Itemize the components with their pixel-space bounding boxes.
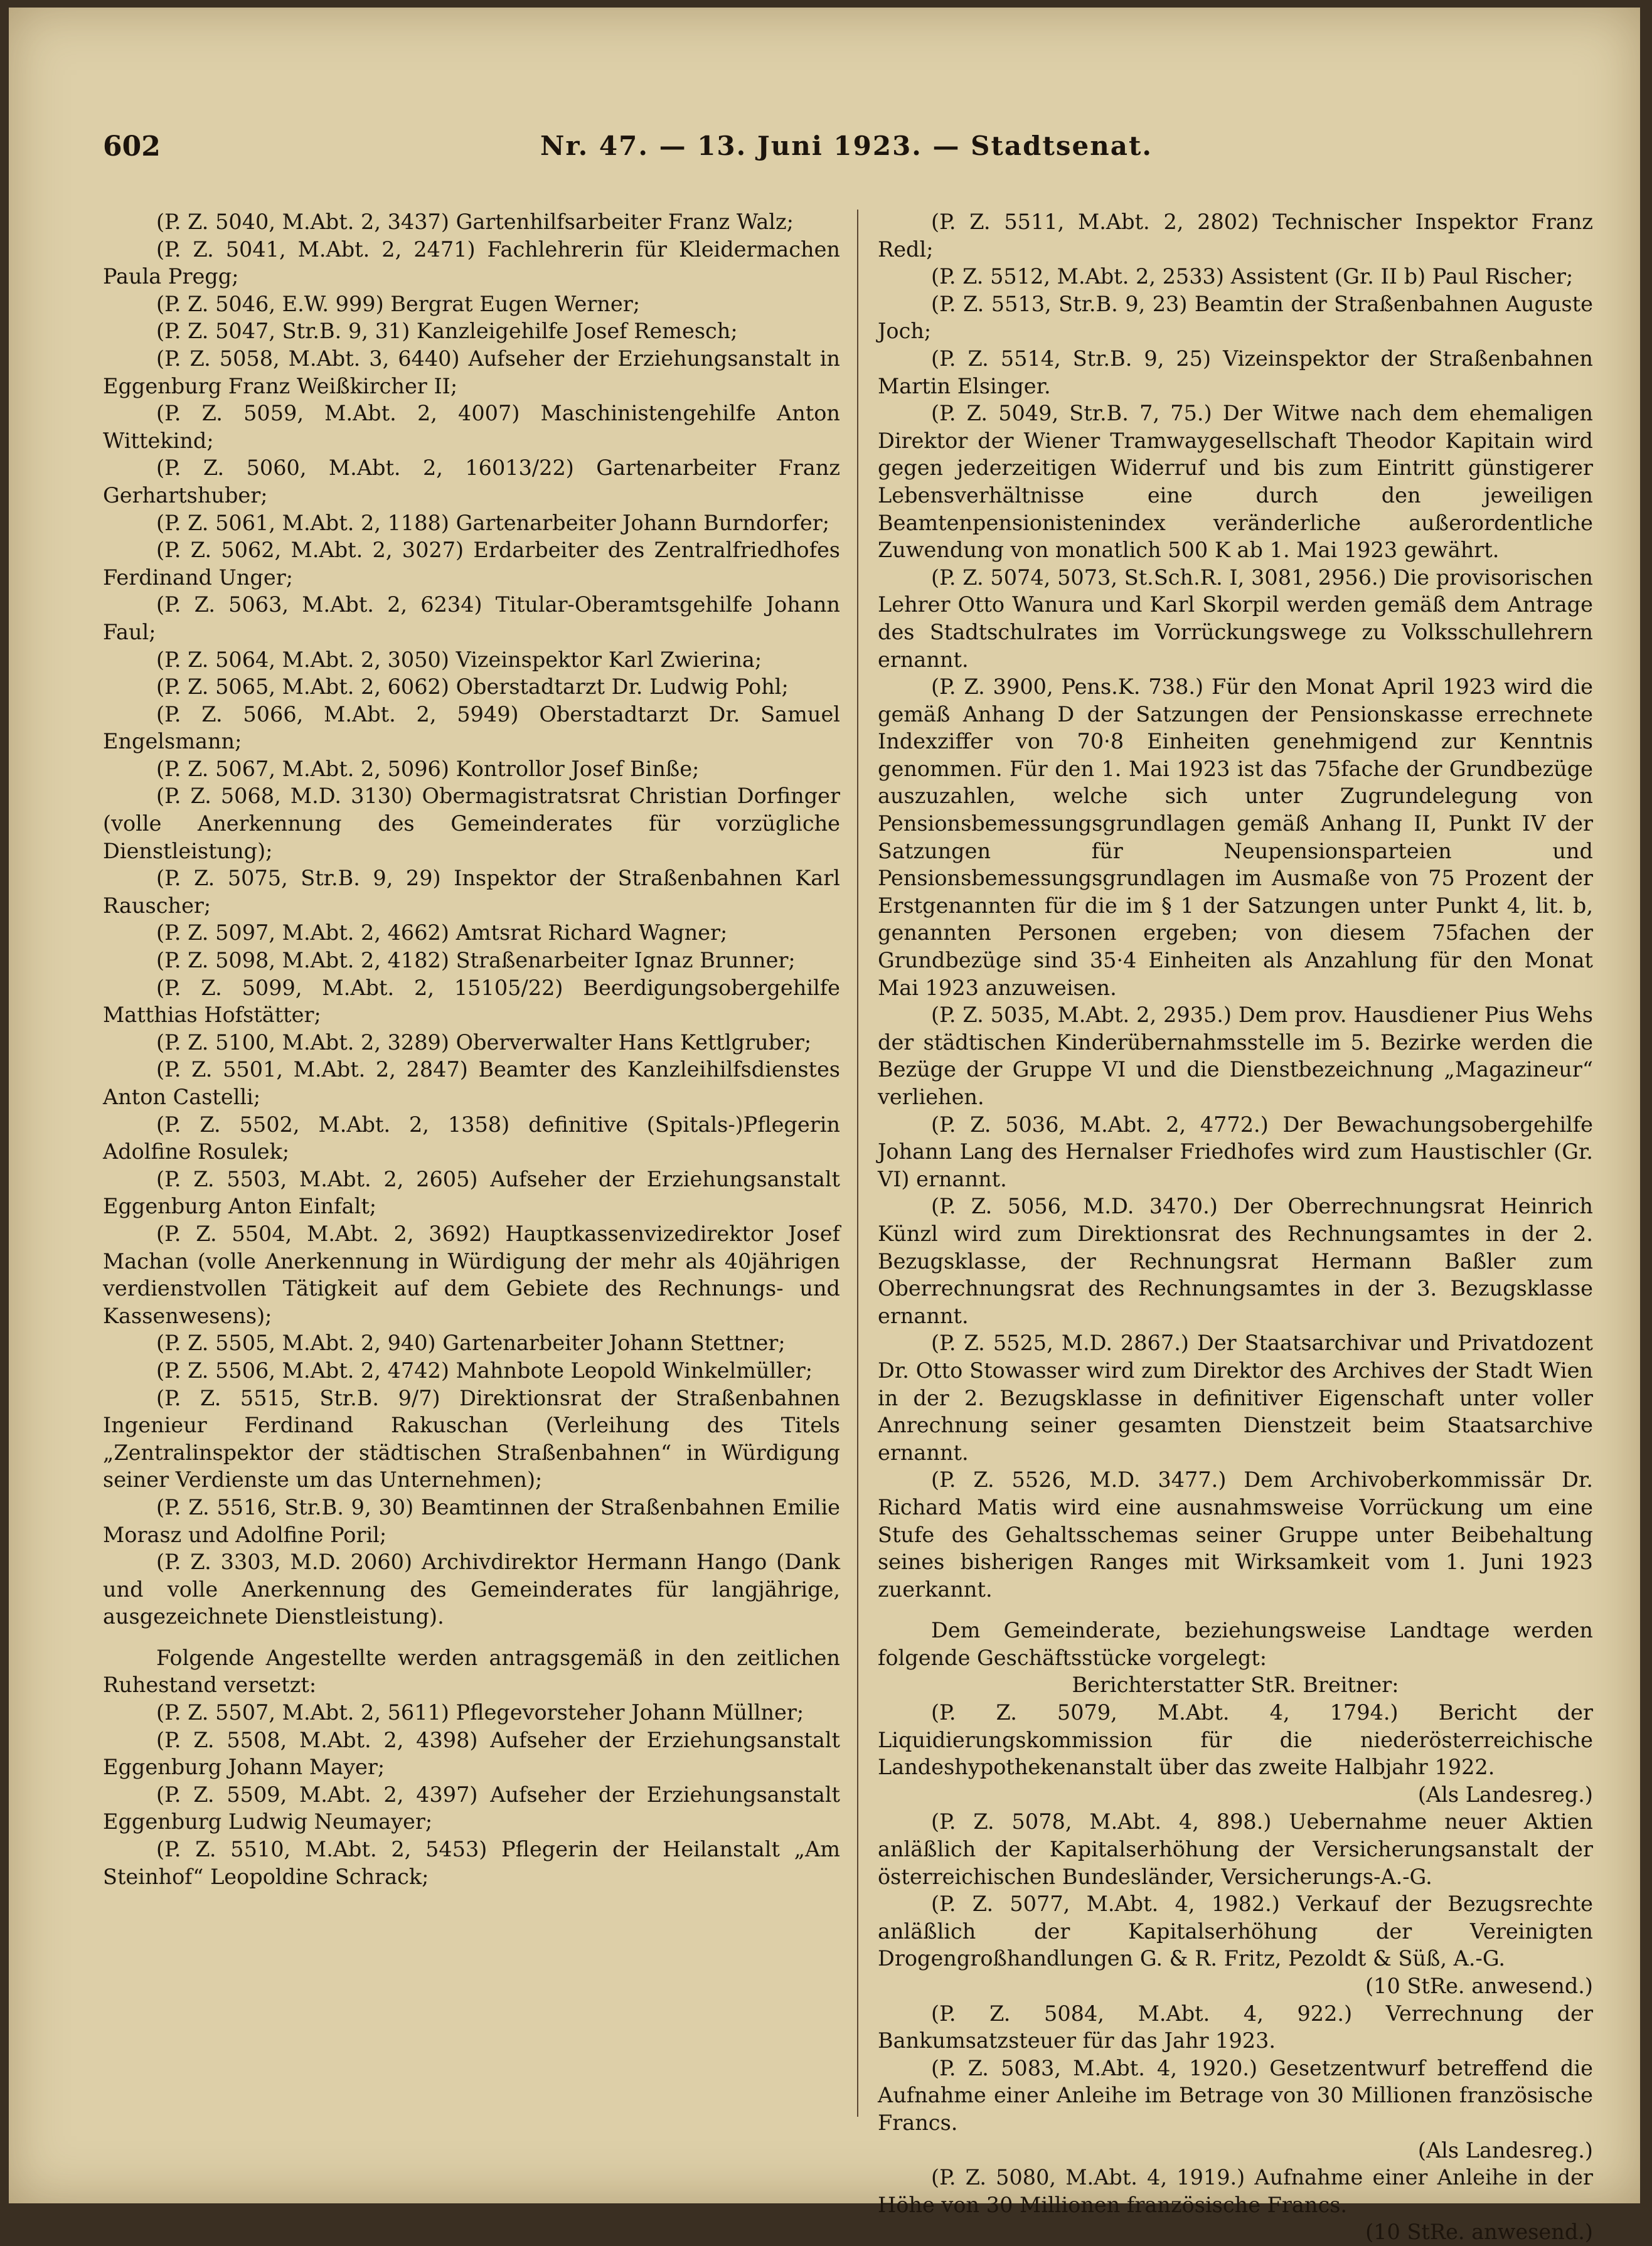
- entry: (P. Z. 5503, M.Abt. 2, 2605) Aufseher der Erziehungsanstalt Eggenburg Anton Einfalt;: [103, 1166, 840, 1219]
- entry: (P. Z. 5047, Str.B. 9, 31) Kanzleigehilfe Josef Remesch;: [156, 319, 738, 344]
- entry: (P. Z. 5060, M.Abt. 2, 16013/22) Gartenarbeiter Franz Gerhartshuber;: [103, 455, 840, 508]
- entry: (P. Z. 5058, M.Abt. 3, 6440) Aufseher der Erziehungsanstalt in Eggenburg Franz Weißkircher II;: [103, 346, 840, 398]
- entry: (P. Z. 5074, 5073, St.Sch.R. I, 3081, 2956.) Die provisorischen Lehrer Otto Wanura und Karl Skorpil werden gemäß dem Antrage des Stadtschulrates im Vorrückungswege zu Volksschullehrern ernannt.: [878, 565, 1593, 672]
- entry: (P. Z. 5511, M.Abt. 2, 2802) Technischer Inspektor Franz Redl;: [878, 210, 1593, 262]
- entry: (P. Z. 5059, M.Abt. 2, 4007) Maschinistengehilfe Anton Wittekind;: [103, 401, 840, 453]
- newspaper-page: [9, 8, 1640, 2245]
- page-number: 602: [103, 130, 161, 162]
- entry: (P. Z. 5504, M.Abt. 2, 3692) Hauptkassenvizedirektor Josef Machan (volle Anerkennung in Würdigung der mehr als 40jährigen verdienstvollen Tätigkeit auf dem Gebiete des Rechnungs- und Kassenwesens);: [103, 1221, 840, 1328]
- entry: (P. Z. 5525, M.D. 2867.) Der Staatsarchivar und Privatdozent Dr. Otto Stowasser wird zum Direktor des Archives der Stadt Wien in der 2. Bezugsklasse in definitiver Eigenschaft unter voller Anrechnung seiner gesamten Dienstzeit beim Staatsarchive ernannt.: [878, 1331, 1593, 1465]
- entry: (P. Z. 5505, M.Abt. 2, 940) Gartenarbeiter Johann Stettner;: [156, 1331, 786, 1356]
- entry: (P. Z. 5513, Str.B. 9, 23) Beamtin der Straßenbahnen Auguste Joch;: [878, 291, 1593, 344]
- entry: (P. Z. 5100, M.Abt. 2, 3289) Oberverwalter Hans Kettlgruber;: [156, 1030, 812, 1055]
- entry: (P. Z. 5066, M.Abt. 2, 5949) Oberstadtarzt Dr. Samuel Engelsmann;: [103, 701, 840, 754]
- council-item: (P. Z. 5078, M.Abt. 4, 898.) Uebernahme neuer Aktien anläßlich der Kapitalserhöhung der Versicherungsanstalt der österreichischen Bundesländer, Versicherungs-A.-G.: [878, 1809, 1593, 1889]
- council-intro: Dem Gemeinderate, beziehungsweise Landtage werden folgende Geschäftsstücke vorgelegt:: [878, 1618, 1593, 1670]
- column-divider: [857, 210, 858, 2117]
- entry: (P. Z. 5056, M.D. 3470.) Der Oberrechnungsrat Heinrich Künzl wird zum Direktionsrat des Rechnungsamtes in der 2. Bezugsklasse, der Rechnungsrat Hermann Baßler zum Oberrechnungsrat des Rechnungsamtes in der 3. Bezugsklasse ernannt.: [878, 1194, 1593, 1328]
- council-note: (10 StRe. anwesend.): [1365, 2220, 1593, 2245]
- council-item: (P. Z. 5083, M.Abt. 4, 1920.) Gesetzentwurf betreffend die Aufnahme einer Anleihe im Betrage von 30 Millionen französische Francs.: [878, 2055, 1593, 2135]
- entry: (P. Z. 5065, M.Abt. 2, 6062) Oberstadtarzt Dr. Ludwig Pohl;: [156, 674, 789, 700]
- council-item: (P. Z. 5084, M.Abt. 4, 922.) Verrechnung der Bankumsatzsteuer für das Jahr 1923.: [878, 2001, 1593, 2053]
- entry: (P. Z. 5098, M.Abt. 2, 4182) Straßenarbeiter Ignaz Brunner;: [156, 948, 796, 973]
- council-note: (10 StRe. anwesend.): [1365, 1974, 1593, 1998]
- entry: (P. Z. 5035, M.Abt. 2, 2935.) Dem prov. Hausdiener Pius Wehs der städtischen Kinderübernahmsstelle im 5. Bezirke werden die Bezüge der Gruppe VI und die Dienstbezeichnung „Magazineur“ verliehen.: [878, 1003, 1593, 1109]
- entry: (P. Z. 5063, M.Abt. 2, 6234) Titular-Oberamtsgehilfe Johann Faul;: [103, 592, 840, 644]
- entry: (P. Z. 5512, M.Abt. 2, 2533) Assistent (Gr. II b) Paul Rischer;: [931, 264, 1574, 289]
- entry: (P. Z. 5046, E.W. 999) Bergrat Eugen Werner;: [156, 291, 641, 316]
- council-item: (P. Z. 5079, M.Abt. 4, 1794.) Bericht der Liquidierungskommission für die niederösterreichische Landeshypothekenanstalt über das zweite Halbjahr 1922.: [878, 1700, 1593, 1780]
- left-column: [103, 208, 840, 1890]
- entry: (P. Z. 3303, M.D. 2060) Archivdirektor Hermann Hango (Dank und volle Anerkennung des Gemeinderates für langjährige, ausgezeichnete Dienstleistung).: [103, 1550, 840, 1629]
- entry: (P. Z. 5049, Str.B. 7, 75.) Der Witwe nach dem ehemaligen Direktor der Wiener Tramwaygesellschaft Theodor Kapitain wird gegen jederzeitigen Widerruf und bis zum Eintritt günstigerer Lebensverhältnisse eine durch den jeweiligen Beamtenpensionistenindex veränderliche außerordentliche Zuwendung von monatlich 500 K ab 1. Mai 1923 gewährt.: [878, 401, 1593, 563]
- entry: (P. Z. 5509, M.Abt. 2, 4397) Aufseher der Erziehungsanstalt Eggenburg Ludwig Neumayer;: [103, 1782, 840, 1834]
- entry: (P. Z. 5040, M.Abt. 2, 3437) Gartenhilfsarbeiter Franz Walz;: [156, 210, 794, 234]
- council-note: (Als Landesreg.): [1417, 1782, 1593, 1807]
- council-item: (P. Z. 5080, M.Abt. 4, 1919.) Aufnahme einer Anleihe in der Höhe von 30 Millionen französische Francs.: [878, 2165, 1593, 2217]
- entry: (P. Z. 5526, M.D. 3477.) Dem Archivoberkommissär Dr. Richard Matis wird eine ausnahmsweise Vorrückung um eine Stufe des Gehaltsschemas seiner Gruppe unter Beibehaltung seines bisherigen Ranges mit Wirksamkeit vom 1. Juni 1923 zuerkannt.: [878, 1467, 1593, 1602]
- entry: (P. Z. 5515, Str.B. 9/7) Direktionsrat der Straßenbahnen Ingenieur Ferdinand Rakuschan (Verleihung des Titels „Zentralinspektor der städtischen Straßenbahnen“ in Würdigung seiner Verdienste um das Unternehmen);: [103, 1385, 840, 1493]
- entry: (P. Z. 5061, M.Abt. 2, 1188) Gartenarbeiter Johann Burndorfer;: [156, 510, 829, 535]
- council-note: (Als Landesreg.): [1417, 2137, 1593, 2163]
- running-title: Nr. 47. — 13. Juni 1923. — Stadtsenat.: [540, 130, 1153, 161]
- entry: (P. Z. 5075, Str.B. 9, 29) Inspektor der Straßenbahnen Karl Rauscher;: [103, 866, 840, 918]
- entry: (P. Z. 5099, M.Abt. 2, 15105/22) Beerdigungsobergehilfe Matthias Hofstätter;: [103, 975, 840, 1028]
- entry: (P. Z. 5036, M.Abt. 2, 4772.) Der Bewachungsobergehilfe Johann Lang des Hernalser Friedhofes wird zum Haustischler (Gr. VI) ernannt.: [878, 1112, 1593, 1191]
- entry: (P. Z. 5064, M.Abt. 2, 3050) Vizeinspektor Karl Zwierina;: [156, 647, 762, 672]
- entry: (P. Z. 5097, M.Abt. 2, 4662) Amtsrat Richard Wagner;: [156, 920, 728, 945]
- entry: (P. Z. 5502, M.Abt. 2, 1358) definitive (Spitals-)Pflegerin Adolfine Rosulek;: [103, 1112, 840, 1164]
- entry: (P. Z. 3900, Pens.K. 738.) Für den Monat April 1923 wird die gemäß Anhang D der Satzungen der Pensionskasse errechnete Indexziffer von 70·8 Einheiten genehmigend zur Kenntnis genommen. Für den 1. Mai 1923 ist das 75fache der Grundbezüge auszuzahlen, welche sich unter Zugrundelegung von Pensionsbemessungsgrundlagen gemäß Anhang II, Punkt IV der Satzungen für Neupensionsparteien und Pensionsbemessungsgrundlagen im Ausmaße von 75 Prozent der Erstgenannten für die im § 1 der Satzungen unter Punkt 4, lit. b, genannten Personen ergeben; von diesem 75fachen der Grundbezüge sind 35·4 Einheiten als Anzahlung für den Monat Mai 1923 anzuweisen.: [878, 674, 1593, 1000]
- page-header: [103, 130, 1590, 168]
- entry: (P. Z. 5062, M.Abt. 2, 3027) Erdarbeiter des Zentralfriedhofes Ferdinand Unger;: [103, 538, 840, 590]
- council-item: (P. Z. 5077, M.Abt. 4, 1982.) Verkauf der Bezugsrechte anläßlich der Kapitalserhöhung der Vereinigten Drogengroßhandlungen G. & R. Fritz, Pezoldt & Süß, A.-G.: [878, 1892, 1593, 1971]
- entry: (P. Z. 5068, M.D. 3130) Obermagistratsrat Christian Dorfinger (volle Anerkennung des Gemeinderates für vorzügliche Dienstleistung);: [103, 784, 840, 863]
- entry: (P. Z. 5510, M.Abt. 2, 5453) Pflegerin der Heilanstalt „Am Steinhof“ Leopoldine Schrack;: [103, 1837, 840, 1889]
- entry: (P. Z. 5514, Str.B. 9, 25) Vizeinspektor der Straßenbahnen Martin Elsinger.: [878, 346, 1593, 398]
- entry: (P. Z. 5507, M.Abt. 2, 5611) Pflegevorsteher Johann Müllner;: [156, 1700, 804, 1725]
- entry: (P. Z. 5508, M.Abt. 2, 4398) Aufseher der Erziehungsanstalt Eggenburg Johann Mayer;: [103, 1727, 840, 1780]
- retirement-intro: Folgende Angestellte werden antragsgemäß in den zeitlichen Ruhestand versetzt:: [103, 1645, 840, 1698]
- entry: (P. Z. 5067, M.Abt. 2, 5096) Kontrollor Josef Binße;: [156, 756, 700, 781]
- entry: (P. Z. 5506, M.Abt. 2, 4742) Mahnbote Leopold Winkelmüller;: [156, 1358, 813, 1383]
- right-column: [878, 208, 1593, 2246]
- entry: (P. Z. 5041, M.Abt. 2, 2471) Fachlehrerin für Kleidermachen Paula Pregg;: [103, 237, 840, 289]
- entry: (P. Z. 5516, Str.B. 9, 30) Beamtinnen der Straßenbahnen Emilie Morasz und Adolfine Poril;: [103, 1494, 840, 1547]
- reporter-heading: Berichterstatter StR. Breitner:: [1072, 1673, 1399, 1698]
- entry: (P. Z. 5501, M.Abt. 2, 2847) Beamter des Kanzleihilfsdienstes Anton Castelli;: [103, 1057, 840, 1109]
